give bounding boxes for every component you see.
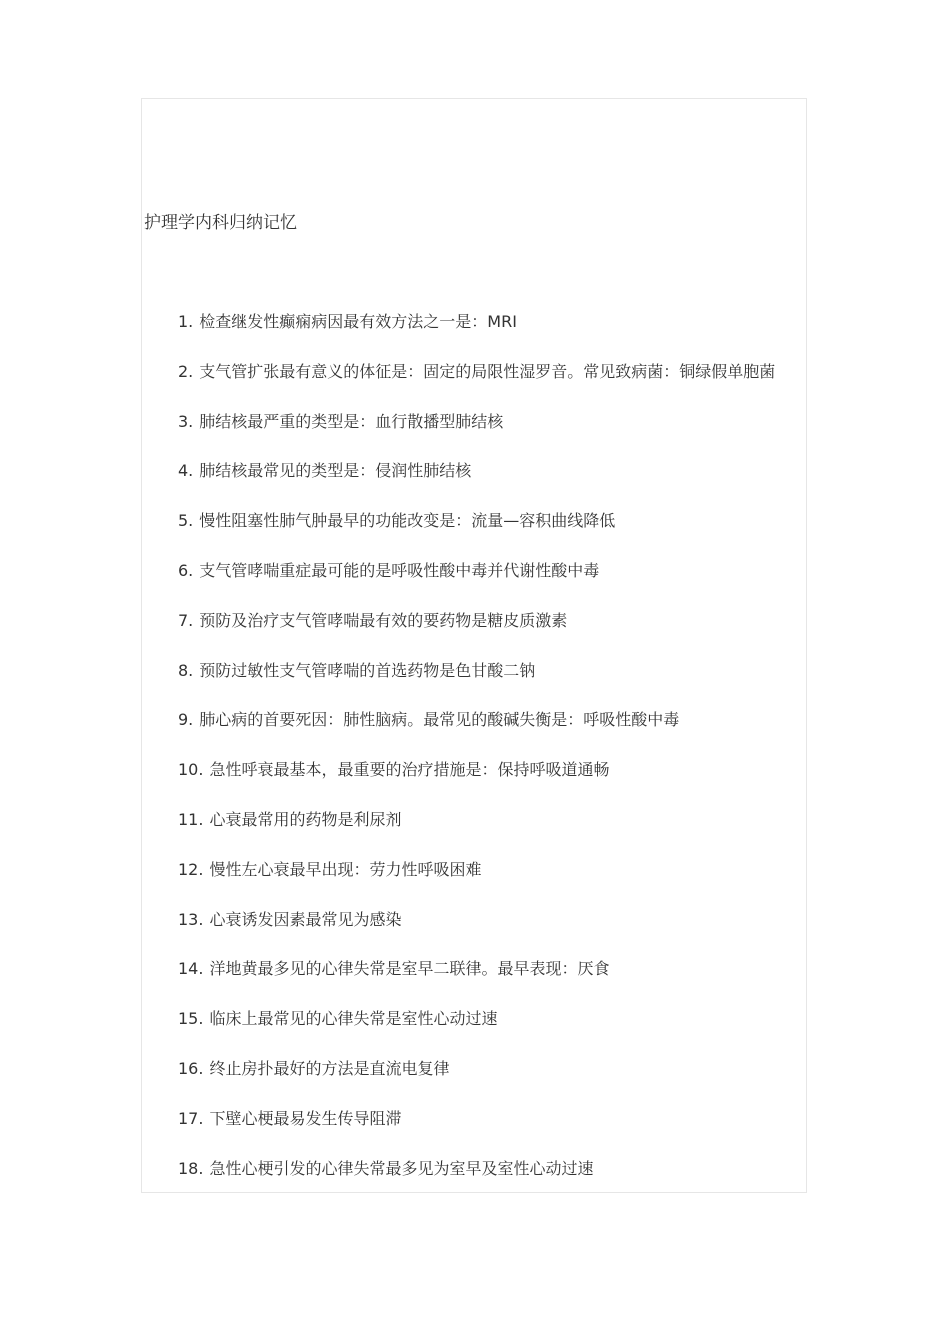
list-item bbox=[178, 459, 775, 509]
list-item-text: 支气管扩张最有意义的体征是：固定的局限性湿罗音。常见致病菌：铜绿假单胞菌 bbox=[199, 361, 776, 381]
list-item-text: 肺结核最常见的类型是：侵润性肺结核 bbox=[199, 461, 472, 481]
list-item bbox=[178, 509, 775, 559]
list-item-number: 16. bbox=[178, 1058, 204, 1078]
list-item-number: 2. bbox=[178, 361, 194, 381]
list-item-number: 11. bbox=[178, 809, 204, 829]
list-item bbox=[178, 659, 775, 709]
list-item-text: 洋地黄最多见的心律失常是室早二联律。最早表现：厌食 bbox=[209, 959, 610, 979]
list-item-number: 4. bbox=[178, 461, 194, 481]
list-item bbox=[178, 609, 775, 659]
list-item bbox=[178, 1107, 775, 1157]
list-item bbox=[178, 908, 775, 958]
list-item bbox=[178, 1007, 775, 1057]
list-item-text: 支气管哮喘重症最可能的是呼吸性酸中毒并代谢性酸中毒 bbox=[199, 560, 600, 580]
list-item bbox=[178, 410, 775, 460]
list-item-number: 14. bbox=[178, 959, 204, 979]
list-item-text: 慢性阻塞性肺气肿最早的功能改变是：流量—容积曲线降低 bbox=[199, 511, 616, 531]
list-item-number: 10. bbox=[178, 760, 204, 780]
list-item-number: 13. bbox=[178, 909, 204, 929]
list-item-number: 3. bbox=[178, 411, 194, 431]
list-item-text: 肺心病的首要死因：肺性脑病。最常见的酸碱失衡是：呼吸性酸中毒 bbox=[199, 710, 680, 730]
list-item-text: 心衰最常用的药物是利尿剂 bbox=[209, 809, 402, 829]
list-item-text: 下壁心梗最易发生传导阻滞 bbox=[209, 1108, 402, 1128]
list-item-number: 18. bbox=[178, 1158, 204, 1178]
list-item-number: 1. bbox=[178, 312, 194, 331]
list-item bbox=[178, 957, 775, 1007]
list-item-text: 慢性左心衰最早出现：劳力性呼吸困难 bbox=[209, 859, 482, 879]
numbered-list bbox=[178, 310, 775, 1193]
document-page bbox=[141, 98, 807, 1193]
list-item-text: 预防及治疗支气管哮喘最有效的要药物是糖皮质激素 bbox=[199, 610, 568, 630]
list-item bbox=[178, 758, 775, 808]
list-item bbox=[178, 708, 775, 758]
list-item-number: 6. bbox=[178, 560, 194, 580]
list-item-number: 7. bbox=[178, 610, 194, 630]
list-item-text: 预防过敏性支气管哮喘的首选药物是色甘酸二钠 bbox=[199, 660, 536, 680]
list-item bbox=[178, 858, 775, 908]
list-item-number: 5. bbox=[178, 511, 194, 531]
page-title: 护理学内科归纳记忆 bbox=[144, 213, 297, 233]
list-item-number: 17. bbox=[178, 1108, 204, 1128]
list-item-text: 临床上最常见的心律失常是室性心动过速 bbox=[209, 1009, 498, 1029]
list-item bbox=[178, 310, 775, 360]
list-item-number: 8. bbox=[178, 660, 194, 680]
list-item-text: 急性呼衰最基本，最重要的治疗措施是：保持呼吸道通畅 bbox=[209, 760, 610, 780]
list-item bbox=[178, 808, 775, 858]
list-item-text: 急性心梗引发的心律失常最多见为室早及室性心动过速 bbox=[209, 1158, 594, 1178]
list-item-text: 心衰诱发因素最常见为感染 bbox=[209, 909, 402, 929]
list-item bbox=[178, 1157, 775, 1193]
list-item-text: 检查继发性癫痫病因最有效方法之一是：MRI bbox=[199, 312, 517, 331]
list-item bbox=[178, 1057, 775, 1107]
list-item-number: 15. bbox=[178, 1009, 204, 1029]
list-item-number: 9. bbox=[178, 710, 194, 730]
list-item-text: 肺结核最严重的类型是：血行散播型肺结核 bbox=[199, 411, 504, 431]
list-item-number: 12. bbox=[178, 859, 204, 879]
list-item bbox=[178, 559, 775, 609]
list-item bbox=[178, 360, 775, 410]
list-item-text: 终止房扑最好的方法是直流电复律 bbox=[209, 1058, 450, 1078]
